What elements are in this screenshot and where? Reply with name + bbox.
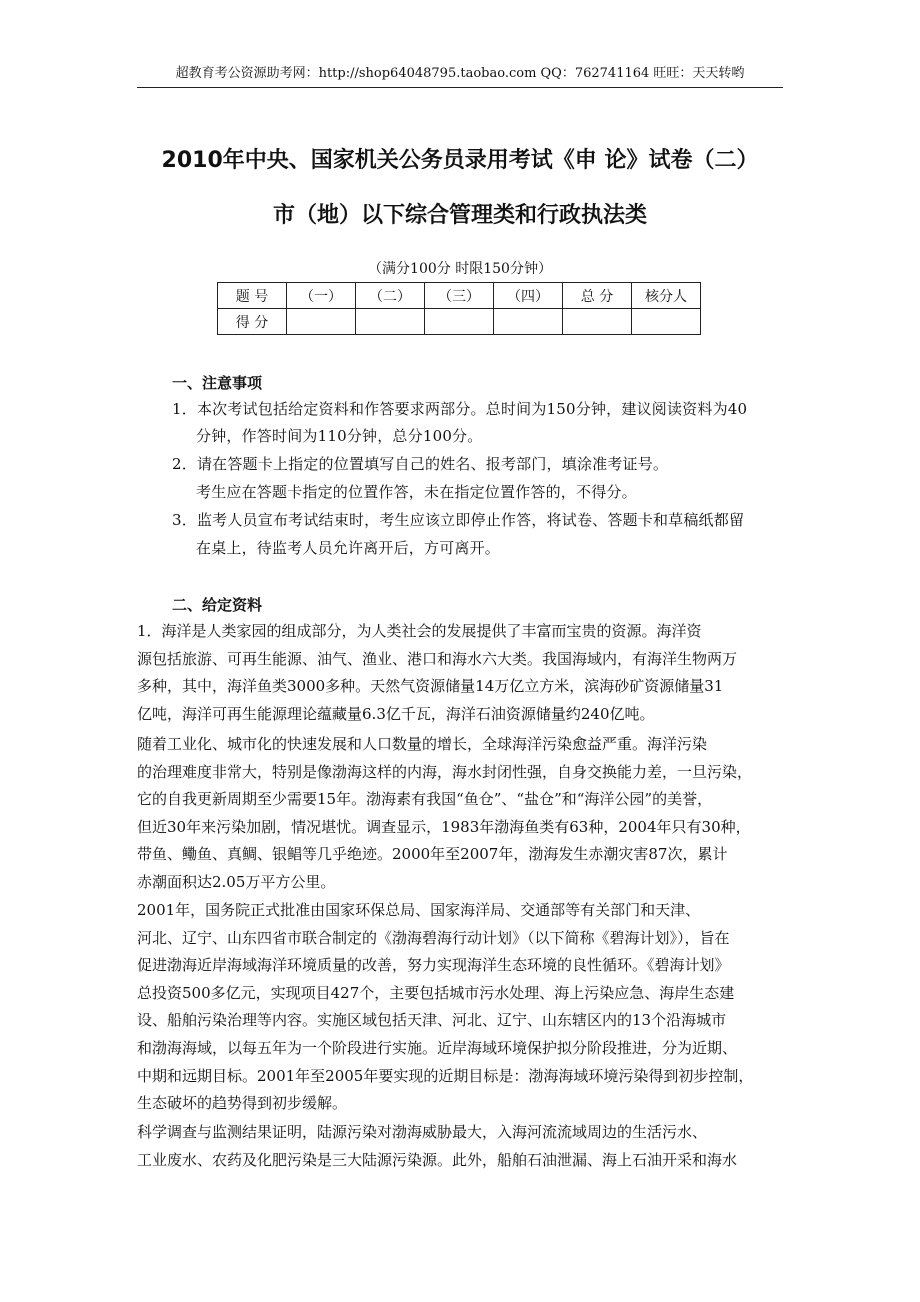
score-table-header-cell: 题 号 bbox=[218, 283, 287, 309]
paragraph-line: 但近30年来污染加剧，情况堪忧。调查显示，1983年渤海鱼类有63种，2004年只有30种， bbox=[137, 817, 751, 836]
notes-line: 在桌上，待监考人员允许离开后，方可离开。 bbox=[196, 539, 501, 557]
score-time-limit: （满分100分 时限150分钟） bbox=[368, 261, 552, 277]
score-table-header-cell: （三） bbox=[425, 283, 494, 309]
score-table-score-row bbox=[218, 309, 701, 335]
paragraph-line: 1．海洋是人类家园的组成部分，为人类社会的发展提供了丰富而宝贵的资源。海洋资 bbox=[137, 622, 702, 640]
paragraph-line: 亿吨，海洋可再生能源理论蕴藏量6.3亿千瓦，海洋石油资源储量约240亿吨。 bbox=[137, 704, 655, 723]
paragraph-line: 生态破坏的趋势得到初步缓解。 bbox=[137, 1094, 348, 1113]
paragraph-line: 的治理难度非常大，特别是像渤海这样的内海，海水封闭性强，自身交换能力差，一旦污染， bbox=[137, 762, 753, 781]
score-table bbox=[217, 282, 701, 335]
paragraph-line: 随着工业化、城市化的快速发展和人口数量的增长，全球海洋污染愈益严重。海洋污染 bbox=[137, 735, 708, 753]
score-table-header-cell: （四） bbox=[494, 283, 563, 309]
score-table-header-cell: 总 分 bbox=[563, 283, 632, 309]
paragraph-line: 多种，其中，海洋鱼类3000多种。天然气资源储量14万亿立方米，滨海砂矿资源储量31 bbox=[137, 677, 724, 696]
score-cell bbox=[494, 309, 563, 335]
material-paragraph bbox=[137, 1119, 783, 1174]
score-cell bbox=[356, 309, 425, 335]
score-row-label: 得 分 bbox=[218, 309, 287, 335]
paragraph-line: 促进渤海近岸海域海洋环境质量的改善，努力实现海洋生态环境的良性循环。《碧海计划》 bbox=[137, 956, 730, 975]
paragraph-line: 科学调查与监测结果证明，陆源污染对渤海威胁最大，入海河流流域周边的生活污水、 bbox=[137, 1123, 708, 1141]
notes-line: 3．监考人员宣布考试结束时，考生应该立即停止作答，将试卷、答题卡和草稿纸都留 bbox=[172, 511, 745, 529]
score-table-header-cell: （一） bbox=[287, 283, 356, 309]
score-cell bbox=[425, 309, 494, 335]
notes-line: 2．请在答题卡上指定的位置填写自己的姓名、报考部门，填涂准考证号。 bbox=[172, 455, 669, 473]
paragraph-line: 总投资500多亿元，实现项目427个，主要包括城市污水处理、海上污染应急、海岸生态建 bbox=[137, 983, 735, 1002]
exam-title: 2010年中央、国家机关公务员录用考试《申 论》试卷（二） bbox=[161, 148, 759, 173]
material-paragraph bbox=[137, 897, 783, 1118]
paragraph-line: 河北、辽宁、山东四省市联合制定的《渤海碧海行动计划》（以下简称《碧海计划》），旨在 bbox=[137, 928, 730, 947]
paragraph-line: 和渤海海域，以每五年为一个阶段进行实施。近岸海域环境保护拟分阶段推进，分为近期、 bbox=[137, 1038, 738, 1057]
score-cell bbox=[563, 309, 632, 335]
notes-line: 分钟，作答时间为110分钟，总分100分。 bbox=[196, 427, 483, 445]
score-cell bbox=[632, 309, 701, 335]
score-cell bbox=[287, 309, 356, 335]
paragraph-line: 赤潮面积达2.05万平方公里。 bbox=[137, 872, 336, 891]
paragraph-line: 中期和远期目标。2001年至2005年要实现的近期目标是：渤海海域环境污染得到初步控制， bbox=[137, 1066, 754, 1085]
exam-subtitle: 市（地）以下综合管理类和行政执法类 bbox=[272, 203, 647, 228]
paragraph-line: 它的自我更新周期至少需要15年。渤海素有我国“鱼仓”、“盐仓”和“海洋公园”的美誉， bbox=[137, 790, 713, 809]
score-table-header-row bbox=[218, 283, 701, 309]
paragraph-line: 设、船舶污染治理等内容。实施区域包括天津、河北、辽宁、山东辖区内的13个沿海城市 bbox=[137, 1011, 727, 1030]
score-table-header-cell: （二） bbox=[356, 283, 425, 309]
material-paragraph bbox=[137, 618, 783, 728]
paragraph-line: 带鱼、鳓鱼、真鲷、银鲳等几乎绝迹。2000年至2007年，渤海发生赤潮灾害87次，累计 bbox=[137, 845, 728, 864]
score-table-header-cell: 核分人 bbox=[632, 283, 701, 309]
material-paragraph bbox=[137, 731, 783, 897]
paragraph-line: 2001年，国务院正式批准由国家环保总局、国家海洋局、交通部等有关部门和天津、 bbox=[137, 901, 701, 919]
notes-line: 1．本次考试包括给定资料和作答要求两部分。总时间为150分钟，建议阅读资料为40 bbox=[172, 400, 748, 418]
notes-section-title: 一、注意事项 bbox=[172, 374, 263, 392]
notes-line: 考生应在答题卡指定的位置作答，未在指定位置作答的，不得分。 bbox=[196, 483, 637, 501]
paragraph-line: 工业废水、农药及化肥污染是三大陆源污染源。此外，船舶石油泄漏、海上石油开采和海水 bbox=[137, 1150, 738, 1169]
page-header: 超教育考公资源助考网：http://shop64048795.taobao.com QQ：762741164 旺旺：天天转哟 bbox=[137, 62, 783, 88]
paragraph-line: 源包括旅游、可再生能源、油气、渔业、港口和海水六大类。我国海域内，有海洋生物两万 bbox=[137, 649, 738, 668]
materials-section-title: 二、给定资料 bbox=[172, 596, 263, 614]
